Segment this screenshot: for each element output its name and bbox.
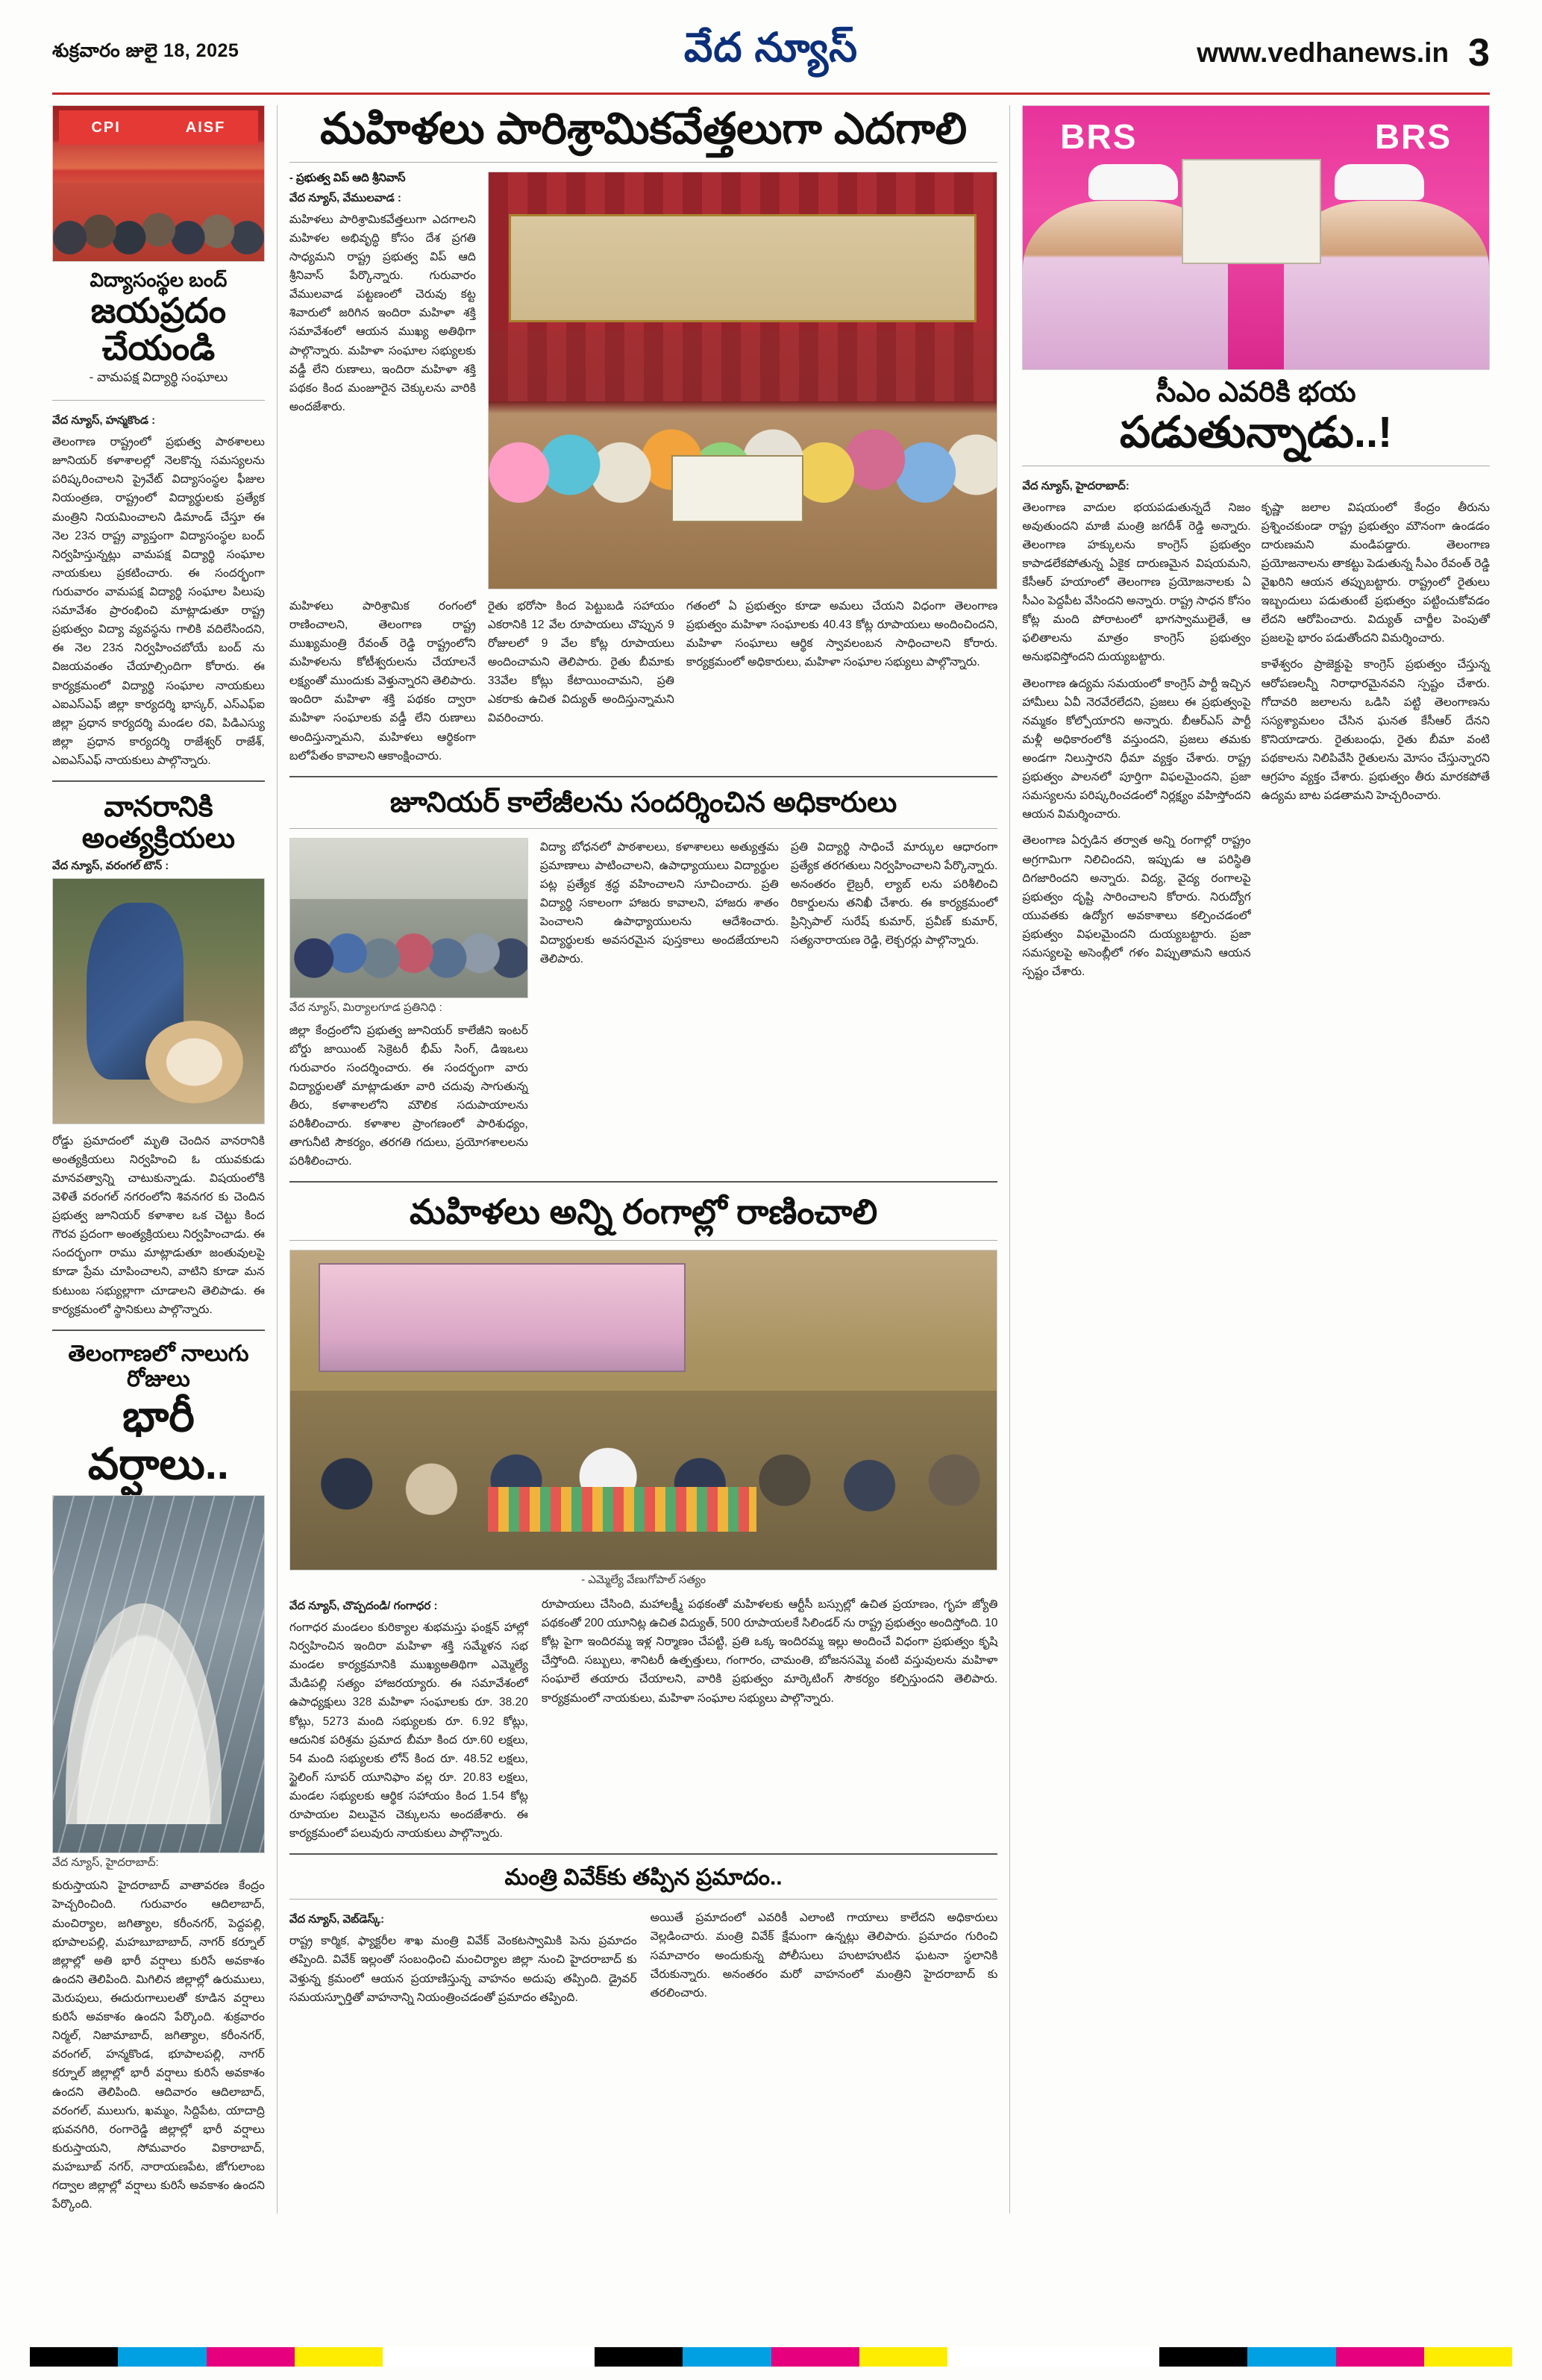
left-column [52, 105, 265, 2214]
lead-byline-1: - ప్రభుత్వ విప్ ఆది శ్రీనివాస్ [289, 171, 406, 184]
article-body: తెలంగాణ రాష్ట్రంలో ప్రభుత్వ పాఠశాలలు జూనియర్ కళాశాలల్లో నెలకొన్న సమస్యలను పరిష్కరించాలని ప్రైవేట్ విద్యాసంస్థల ఫీజుల నియంత్రణ, రాష్ట్రంలో విద్యార్థులకు ప్రత్యేక మంత్రిని నియమించాలని డిమాండ్ చేస్తూ ఈ నెల 23న రాష్ట్ర వ్యాప్తంగా విద్యాసంస్థల బంద్ నిర్వహిస్తున్నట్లు వామపక్ష విద్యార్థి సంఘాల నాయకులు ప్రకటించారు. ఈ సందర్భంగా గురువారం వామపక్ష విద్యార్థి సంఘాల పిలుపు సమావేశం ప్రారంభించి మాట్లాడుతూ రాష్ట్ర ప్రభుత్వం విద్యా వ్యవస్థను గాలికి వదిలేసిందని, ఈ నెల 23న నిర్వహించబోయే బంద్ ను విజయవంతం చేయాల్సిందిగా కోరారు. ఈ కార్యక్రమంలో విద్యార్థి సంఘాల నాయకులు ఎఐఎస్ఎఫ్ జిల్లా కార్యదర్శి భాస్కర్, ఎస్ఎఫ్ఐ జిల్లా ప్రధాన కార్యదర్శి మండల రవి, పిడిఎస్యు జిల్లా ప్రధాన కార్యదర్శి రాజేశ్వర్ రాజేశ్, ఎఐఎస్ఎఫ్ నాయకులు పాల్గొన్నారు. [52, 436, 265, 767]
monkey-funeral-photo [52, 878, 265, 1124]
divider [289, 828, 998, 829]
brs-logo-text-left: BRS [1060, 117, 1138, 157]
photo-flowers [145, 1021, 242, 1104]
column-divider [277, 105, 278, 2214]
colorbar-seg-yellow-2 [859, 2347, 947, 2367]
lead-body-col-2: మహిళలు పారిశ్రామిక రంగంలో రాణించాలని, తెలంగాణ రాష్ట్ర ముఖ్యమంత్రి రేవంత్ రెడ్డి రాష్ట్రంలోని మహిళలను కోటీశ్వరులను చేయాలనే లక్ష్యంతో ముందుకు వెళ్తున్నారని తెలిపారు. ఇందిరా మహిళా శక్తి పథకం ద్వారా మహిళా సంఘాలకు వడ్డీ లేని రుణాలు అందిస్తున్నామని, మహిళలు ఆర్థికంగా బలోపేతం కావాలని ఆకాంక్షించారు. [289, 599, 476, 762]
masthead [30, 0, 1512, 90]
article-byline: వేద న్యూస్, వరంగల్ టౌన్ : [52, 859, 169, 872]
masthead-logo: వేద న్యూస్ [683, 25, 859, 70]
colorbar-seg-black-2 [595, 2347, 683, 2367]
article-body-col-2: అయితే ప్రమాదంలో ఎవరికీ ఎలాంటి గాయాలు కాలేదని అధికారులు వెల్లడించారు. మంత్రి వివేక్ క్షేమంగా ఉన్నట్లు తెలిపారు. ప్రమాదం గురించి సమాచారం అందుకున్న పోలీసులు హుటాహుటిన ఘటనా స్థలానికి చేరుకున్నారు. అనంతరం మరో వాహనంలో మంత్రిని హైదరాబాద్ కు తరలించారు. [650, 1911, 998, 1999]
article-kicker: విద్యాసంస్థల బంద్ [90, 269, 228, 291]
article-body-col-1: రాష్ట్ర కార్మిక, ఫ్యాక్టరీల శాఖ మంత్రి వివేక్ వెంకటస్వామికి పెను ప్రమాదం తప్పింది. వివేక్ ఇల్లంతో సంబంధించి మంచిర్యాల జిల్లా నుంచి హైదరాబాద్ కు వెళ్తున్న క్రమంలో ఆయన ప్రయాణిస్తున్న వాహనం అదుపు తప్పింది. డ్రైవర్ సమయస్ఫూర్తితో వాహనాన్ని నియంత్రించడంతో ప్రమాదం తప్పింది. [289, 1935, 637, 2004]
middle-column [289, 105, 998, 2214]
car-icon-right [1335, 164, 1424, 200]
article-minister-accident [289, 1865, 998, 2006]
article-byline: వేద న్యూస్, చొప్పదండి/ గంగాధర : [289, 1600, 438, 1613]
lead-byline-2: వేద న్యూస్, వేములవాడ : [289, 191, 401, 204]
car-icon-left [1088, 164, 1178, 200]
print-registration-colorbar [30, 2347, 1512, 2367]
masthead-date: శుక్రవారం జులై 18, 2025 [52, 40, 239, 61]
divider [289, 776, 998, 777]
photo-caption: - ఎమ్మెల్యే వేణుగోపాల్ సత్యం [581, 1573, 706, 1587]
article-women-all-fields [289, 1193, 998, 1843]
article-headline: జయప్రదం చేయండి [90, 290, 227, 368]
article-subline: - వామపక్ష విద్యార్థి సంఘాలు [89, 370, 228, 385]
colorbar-seg-cyan-2 [683, 2347, 771, 2367]
divider [52, 400, 265, 401]
photo-banner: CPI AISF [59, 110, 258, 145]
brs-leaders-press-photo [1022, 105, 1490, 370]
rain-umbrella-photo [52, 1495, 265, 1853]
cpi-aisf-meeting-photo [52, 105, 265, 262]
article-body: రోడ్డు ప్రమాదంలో మృతి చెందిన వానరానికి అంత్యక్రియలు నిర్వహించి ఓ యువకుడు మానవత్వాన్ని చాటుకున్నాడు. విషయంలోకి వెళితే వరంగల్ నగరంలోని శివనగర కు చెందిన ప్రభుత్వ జూనియర్ కళాశాల ఒక చెట్టు కింద గౌరవ ప్రదంగా అంత్యక్రియలు నిర్వహించాడు. ఈ సందర్భంగా రాము మాట్లాడుతూ జంతువులపై కూడా ప్రేమ చూపించాలని, వాటిని కూడా మన కుటుంబ సభ్యుల్లాగా చూడాలని తెలిపాడు. ఈ కార్యక్రమంలో స్థానికులు పాల్గొన్నారు. [52, 1134, 265, 1316]
article-body-col-3: ప్రతి విద్యార్థి సాధించే మార్కుల ఆధారంగా ప్రత్యేక తరగతులు నిర్వహించాలని పేర్కొన్నారు. అనంతరం లైబ్రరీ, ల్యాబ్ లను పరిశీలించి రికార్డులను తనిఖీ చేశారు. ఈ కార్యక్రమంలో ప్రిన్సిపాల్ సురేష్ కుమార్, ప్రవీణ్ కుమార్, సత్యనారాయణ రెడ్డి, లెక్చరర్లు పాల్గొన్నారు. [790, 840, 998, 948]
right-body-col-3: తెలంగాణ ఉద్యమ సమయంలో కాంగ్రెస్ పార్టీ ఇచ్చిన హామీలు ఏవీ నెరవేరలేదని, ప్రజలు ఈ ప్రభుత్వంపై నమ్మకం కోల్పోయారని అన్నారు. బీఆర్ఎస్ పార్టీ మళ్లీ అధికారంలోకి వస్తుందని, ప్రజలు తమకు అండగా నిలుస్తారని ధీమా వ్యక్తం చేశారు. రాష్ట్ర ప్రభుత్వం పాలనలో పూర్తిగా విఫలమైందని, ప్రజా సమస్యలను పరిష్కరించడంలో నిర్లక్ష్యం వహిస్తోందని ఆయన విమర్శించారు. [1022, 677, 1251, 821]
article-body-col-1: గంగాధర మండలం కురిక్యాల శుభమస్తు ఫంక్షన్ హాల్లో నిర్వహించిన ఇందిరా మహిళా శక్తి సమ్మేళన సభ మండల కార్యక్రమానికి ముఖ్యఅతిథిగా ఎమ్మెల్యే మేడిపల్లి సత్యం హాజరయ్యారు. ఈ సమావేశంలో ఉపాధ్యక్షులు 328 మహిళా సంఘాలకు రూ. 38.20 కోట్లు, 5273 మంది సభ్యులకు రూ. 6.92 కోట్లు, ఆదునిక పరిశ్రమ ప్రమాద బీమా కింద రూ.60 లక్షలు, 54 మంది సభ్యులకు లోన్ కింద రూ. 48.52 లక్షలు, స్టైలింగ్ సూపర్ యూనిఫాం వల్ల రూ. 20.83 లక్షలు, మండల సభ్యులకు ఆర్థిక సహాయం కింద 1.54 కోట్ల రూపాయల విలువైన చెక్కులను అందజేశారు. ఈ కార్యక్రమంలో పలువురు నాయకులు పాల్గొన్నారు. [289, 1621, 528, 1841]
photo-table [488, 1487, 756, 1532]
article-monkey-funeral [52, 792, 265, 1319]
colorbar-seg-yellow-3 [1424, 2347, 1512, 2367]
brs-logo-text-right: BRS [1374, 117, 1452, 157]
right-body-col-4: కాళేశ్వరం ప్రాజెక్టుపై కాంగ్రెస్ ప్రభుత్వం చేస్తున్న ఆరోపణలన్నీ నిరాధారమైనవని స్పష్టం చేశారు. గోదావరి జలాలను ఒడిసి పట్టి తెలంగాణను సస్యశ్యామలం చేసిన ఘనత కేసీఆర్ దేనని కొనియాడారు. రైతుబంధు, రైతు బీమా వంటి పథకాలను నిలిపివేసి రైతులను మోసం చేస్తున్నారని ఆగ్రహం వ్యక్తం చేశారు. ప్రభుత్వం తీరు మారకపోతే ఉద్యమ బాట పడతామని హెచ్చరించారు. [1261, 658, 1491, 803]
photo-cheque [671, 455, 803, 522]
photo-banner-strip [509, 214, 977, 322]
colorbar-seg-yellow-1 [295, 2347, 383, 2367]
article-kicker: తెలంగాణలో నాలుగు రోజులు [68, 1341, 249, 1392]
women-empowerment-meeting-photo [289, 1250, 998, 1571]
article-byline: వేద న్యూస్, హన్మకొండ : [52, 414, 156, 428]
article-student-bandh [52, 105, 265, 770]
article-body-col-2: విద్యా బోధనలో పాఠశాలలు, కళాశాలలు అత్యుత్తమ ప్రమాణాలు పాటించాలని, ఉపాధ్యాయులు విద్యార్థుల పట్ల ప్రత్యేక శ్రద్ధ వహించాలని సూచించారు. ప్రతి విద్యార్థి సకాలంగా హాజరు కావాలని, హాజరు శాతం పెంచాలని ఉపాధ్యాయులను ఆదేశించారు. విద్యార్థులకు అవసరమైన పుస్తకాలు అందజేయాలని తెలిపారు. [539, 840, 779, 966]
masthead-right [1102, 31, 1490, 75]
page-content [30, 95, 1512, 2214]
women-entrepreneurs-cheque-photo [488, 172, 998, 589]
article-headline: జూనియర్ కాలేజీలను సందర్శించిన అధికారులు [389, 786, 897, 818]
article-body: కురుస్తాయని హైదరాబాద్ వాతావరణ కేంద్రం హెచ్చరించింది. గురువారం ఆదిలాబాద్, మంచిర్యాల, జగిత్యాల, కరీంనగర్, పెద్దపల్లి, భూపాలపల్లి, మహబూబాబాద్, నాగర్ కర్నూల్ జిల్లాల్లో అతి భారీ వర్షాలు కురిసే అవకాశం ఉందని తెలిపింది. మిగిలిన జిల్లాల్లో ఉరుములు, మెరుపులు, ఈదురుగాలులతో కూడిన వర్షాలు కురిసే అవకాశం ఉందని పేర్కొంది. శుక్రవారం నిర్మల్, నిజామాబాద్, జగిత్యాల, కరీంనగర్, వరంగల్, హన్మకొండ, భూపాలపల్లి, నాగర్ కర్నూల్ జిల్లాల్లో భారీ వర్షాలు కురిసే అవకాశం ఉందని తెలిపింది. ఆదివారం ఆదిలాబాద్, వరంగల్, ములుగు, ఖమ్మం, సిద్దిపేట, యాదాద్రి భువనగిరి, రంగారెడ్డి జిల్లాల్లో భారీ వర్షాలు కురుస్తాయని, సోమవారం వికారాబాద్, మహబూబ్ నగర్, నారాయణపేట, జోగులాంబ గద్వాల జిల్లాల్లో వర్షాలు కురిసే అవకాశం ఉందని పేర్కొంది. [52, 1879, 265, 2211]
colorbar-seg-magenta-2 [771, 2347, 859, 2367]
article-women-entrepreneurs [289, 105, 998, 765]
colorbar-gap-1 [383, 2347, 595, 2367]
photo-byline: వేద న్యూస్, మిర్యాలగూడ ప్రతినిధి : [289, 1000, 442, 1014]
right-body-col-5: తెలంగాణ ఏర్పడిన తర్వాత అన్ని రంగాల్లో రాష్ట్రం అగ్రగామిగా నిలిచిందని, ఇప్పుడు ఆ పరిస్థితి దిగజారిందని అన్నారు. విద్య, వైద్య రంగాలపై ప్రభుత్వం దృష్టి సారించాలని కోరారు. నిరుద్యోగ యువతకు ఉద్యోగ అవకాశాలు కల్పించడంలో ప్రభుత్వం విఫలమైందని దుయ్యబట్టారు. ప్రజా సమస్యలపై అసెంబ్లీలో గళం విప్పుతామని ఆయన స్పష్టం చేశారు. [1022, 834, 1251, 979]
right-body-col-2: కృష్ణా జలాల విషయంలో కేంద్రం తీరును ప్రశ్నించకుండా రాష్ట్ర ప్రభుత్వం మౌనంగా ఉండడం దారుణమని మండిపడ్డారు. తెలంగాణ ప్రయోజనాలను తాకట్టు పెడుతున్న సీఎం రేవంత్ రెడ్డి వైఖరిని ఆయన తప్పుబట్టారు. రాష్ట్రంలో రైతులు ఇబ్బందులు పడుతుంటే ప్రభుత్వం పట్టించుకోవడం లేదని ఆరోపించారు. విద్యుత్ చార్జీల పెంపుతో ప్రజలపై భారం పడుతోందని విమర్శించారు. [1261, 501, 1491, 645]
colorbar-seg-black-1 [30, 2347, 118, 2367]
photo-crowd [53, 183, 264, 261]
divider [289, 162, 998, 163]
article-body-col-2: రూపాయలు చేసింది, మహాలక్ష్మీ పథకంతో మహిళలకు ఆర్టీసీ బస్సుల్లో ఉచిత ప్రయాణం, గృహ జ్యోతి పథకంతో 200 యూనిట్ల ఉచిత విద్యుత్, 500 రూపాయలకే సిలిండర్ ను రాష్ట్ర ప్రభుత్వం అందిస్తోంది. 10 కోట్ల పైగా ఇందిరమ్మ ఇళ్ల నిర్మాణం చేపట్టి, ప్రతి ఒక్క ఇందిరమ్మ ఇల్లు అందించే విధంగా ప్రభుత్వం కృషి చేస్తోంది. సబ్బులు, శానిటరీ ఉత్పత్తులు, గంగారం, చామంతి, బోజనసమ్మె వంటి వస్తువులను మహిళా సంఘాలే తయారు చేయాలని, వారికి ప్రభుత్వం మార్కెటింగ్ సౌకర్యం కల్పిస్తుందని తెలిపారు. కార్యక్రమంలో నాయకులు, మహిళా సంఘాల సభ్యులు పాల్గొన్నారు. [541, 1598, 998, 1705]
colorbar-seg-magenta-3 [1336, 2347, 1424, 2367]
displayed-newspaper [1182, 159, 1321, 264]
colorbar-seg-cyan-1 [118, 2347, 206, 2367]
masthead-website: www.vedhanews.in [1197, 37, 1449, 68]
article-headline: మంత్రి వివేక్‌కు తప్పిన ప్రమాదం.. [504, 1865, 783, 1891]
article-byline: వేద న్యూస్, వెబ్‌డెస్క్: [289, 1913, 385, 1926]
divider [289, 1240, 998, 1241]
divider [289, 1899, 998, 1900]
photo-audience [290, 1391, 997, 1570]
right-byline: వేద న్యూస్, హైదరాబాద్: [1022, 479, 1129, 492]
lead-body-col-4: గతంలో ఏ ప్రభుత్వం కూడా అమలు చేయని విధంగా తెలంగాణ ప్రభుత్వం మహిళా సంఘాలకు 40.43 కోట్ల రూపాయలు అందించిందని, మహిళా సంఘాలు ఆర్థిక స్వావలంబన సాధించాలని కోరారు. కార్యక్రమంలో అధికారులు, మహిళా సంఘాల సభ్యులు పాల్గొన్నారు. [686, 599, 998, 669]
divider [289, 1853, 998, 1855]
right-headline-line-2: పడుతున్నాడు..! [1119, 407, 1393, 457]
divider [289, 1181, 998, 1183]
lead-body-col-3: రైతు భరోసా కింద పెట్టుబడి సహాయం ఎకరానికి 12 వేల రూపాయలు చొప్పున 9 రోజులలో 9 వేల కోట్ల రూపాయలు అందించామని తెలిపారు. రైతు బీమాకు 33వేల కోట్లు కేటాయించామని, ప్రతి ఎకరాకు ఉచిత విద్యుత్ అందిస్తున్నామని వివరించారు. [487, 599, 674, 725]
right-headline-line-1: సీఎం ఎవరికి భయ [1156, 377, 1356, 408]
article-body-col-1: జిల్లా కేంద్రంలోని ప్రభుత్వ జూనియర్ కాలేజీని ఇంటర్ బోర్డు జాయింట్ సెక్రెటరీ భీమ్ సింగ్, డిఇఒలు గురువారం సందర్శించారు. ఈ సందర్భంగా వారు విద్యార్థులతో మాట్లాడుతూ వారి చదువు సాగుతున్న తీరు, కళాశాలలోని మౌలిక సదుపాయాలను పరిశీలించారు. కళాశాల ప్రాంగణంలో పారిశుధ్యం, తాగునీటి సౌకర్యం, తరగతి గదులు, ప్రయోగశాలలను పరిశీలించారు. [289, 1024, 528, 1168]
photo-backdrop-poster [319, 1263, 686, 1372]
article-heavy-rains [52, 1341, 265, 2214]
photo-byline: వేద న్యూస్, హైదరాబాద్: [52, 1856, 159, 1870]
right-column [1022, 105, 1490, 2214]
divider [52, 1330, 265, 1331]
article-headline: మహిళలు అన్ని రంగాల్లో రాణించాలి [409, 1192, 878, 1232]
article-headline: వానరానికి అంత్యక్రియలు [81, 792, 236, 854]
colorbar-seg-cyan-3 [1247, 2347, 1335, 2367]
column-divider [1009, 105, 1010, 2214]
photo-officials [290, 899, 527, 998]
right-body-col-1: తెలంగాణ వాదుల భయపడుతున్నదే నిజం అవుతుందని మాజీ మంత్రి జగదీశ్ రెడ్డి అన్నారు. తెలంగాణ హక్కులను కాంగ్రెస్ ప్రభుత్వం కాపాడలేకపోతున్న ఏకైక దారుణమైన విషయమని, కేసీఆర్ హయాంలో తెలంగాణ ప్రయోజనాలకు ఏ సీఎం పెద్దపీట వేసిందని అన్నారు. రాష్ట్ర సాధన కోసం కోట్ల మంది పోరాటంలో భాగస్వాములైతే, ఆ ఫలితాలను మాత్రం కాంగ్రెస్ ప్రభుత్వం అనుభవిస్తోందని దుయ్యబట్టారు. [1022, 501, 1251, 664]
divider [52, 780, 265, 782]
colorbar-seg-black-3 [1159, 2347, 1247, 2367]
article-college-inspection [289, 788, 998, 1171]
junior-college-inspection-photo [289, 838, 528, 998]
article-headline: భారీ వర్షాలు.. [87, 1391, 229, 1488]
colorbar-gap-2 [947, 2347, 1159, 2367]
lead-headline: మహిళలు పారిశ్రామికవేత్తలుగా ఎదగాలి [320, 104, 968, 153]
page-number: 3 [1468, 31, 1490, 75]
colorbar-seg-magenta-1 [207, 2347, 295, 2367]
photo-raindrops [53, 1496, 264, 1853]
lead-body-col-1: మహిళలు పారిశ్రామికవేత్తలుగా ఎదగాలని మహిళల అభివృద్ధి కోసం దేశ ప్రగతి సాధ్యమని రాష్ట్ర ప్రభుత్వ విప్ ఆది శ్రీనివాస్ పేర్కొన్నారు. గురువారం వేములవాడ పట్టణంలో చెరువు కట్ట శివారులో జరిగిన ఇందిరా మహిళా శక్తి సమావేశంలో ఆయన ముఖ్య అతిథిగా పాల్గొన్నారు. మహిళా సంఘాల సభ్యులకు వడ్డీ లేని రుణాలు, ఇందిరా మహిళా శక్తి పథకం కింద మంజూరైన చెక్కులను వారికి అందజేశారు. [289, 213, 476, 413]
